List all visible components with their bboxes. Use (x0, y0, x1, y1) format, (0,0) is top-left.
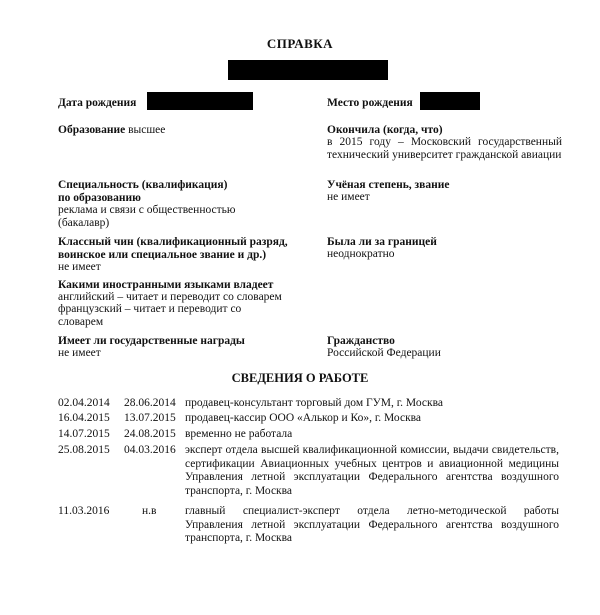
work-date-from: 11.03.2016 (58, 505, 110, 517)
education-field (58, 124, 308, 137)
redacted-birth-place (420, 92, 480, 110)
languages-value-2: французский – читает и переводит со словарем (58, 303, 242, 328)
abroad-value: неоднократно (327, 248, 395, 260)
work-date-from: 02.04.2014 (58, 397, 110, 409)
work-date-to: н.в (142, 505, 157, 517)
work-date-to: 24.08.2015 (124, 428, 176, 440)
redacted-name (228, 60, 388, 80)
citizenship-label: Гражданство (327, 335, 395, 347)
specialty-value: реклама и связи с общественностью (бакалавр) (58, 204, 236, 229)
work-section-title: СВЕДЕНИЯ О РАБОТЕ (231, 371, 369, 385)
birth-place-label: Место рождения (327, 97, 413, 109)
rank-label: Классный чин (квалификационный разряд, воинское или специальное звание и др.) (58, 236, 288, 261)
birth-date-label: Дата рождения (58, 97, 137, 109)
work-date-from: 16.04.2015 (58, 412, 110, 424)
work-description: продавец-кассир ООО «Алькор и Ко», г. Москва (185, 412, 422, 424)
work-description: эксперт отдела высшей квалификационной комиссии, выдачи свидетельств, сертификации Авиационных учебных центров и авиационной медицины Управления летной эксплуатации Федерального агентства воздушного транспорта, г. Москва (185, 444, 559, 497)
work-date-to: 04.03.2016 (124, 444, 176, 456)
document-title: СПРАВКА (266, 36, 334, 51)
education-value: высшее (128, 124, 166, 136)
redacted-birth-date (147, 92, 253, 110)
degree-label: Учёная степень, звание (327, 179, 450, 191)
languages-label: Какими иностранными языками владеет (58, 279, 274, 291)
citizenship-value: Российской Федерации (327, 347, 441, 359)
education-label: Образование (58, 124, 126, 136)
abroad-label: Была ли за границей (327, 236, 437, 248)
awards-value: не имеет (58, 347, 101, 359)
work-date-to: 28.06.2014 (124, 397, 176, 409)
degree-value: не имеет (327, 191, 370, 203)
specialty-label-line-1: Специальность (квалификация) (58, 179, 228, 191)
specialty-label-line-2: по образованию (58, 191, 141, 204)
work-description: главный специалист-эксперт отдела летно-методической работы Управления летной эксплуатации Федерального агентства воздушного транспорта, г. Москва (185, 505, 559, 544)
graduated-label: Окончила (когда, что) (327, 124, 443, 136)
work-date-from: 14.07.2015 (58, 428, 110, 440)
work-date-to: 13.07.2015 (124, 412, 176, 424)
languages-value-1: английский – читает и переводит со словарем (58, 291, 282, 303)
work-description: временно не работала (185, 428, 293, 440)
rank-value: не имеет (58, 261, 101, 273)
awards-label: Имеет ли государственные награды (58, 335, 245, 347)
specialty-label (58, 179, 308, 204)
work-description: продавец-консультант торговый дом ГУМ, г. Москва (185, 397, 443, 409)
graduated-value: в 2015 году – Московский государственный технический университет гражданской авиации (327, 136, 562, 161)
work-date-from: 25.08.2015 (58, 444, 110, 456)
